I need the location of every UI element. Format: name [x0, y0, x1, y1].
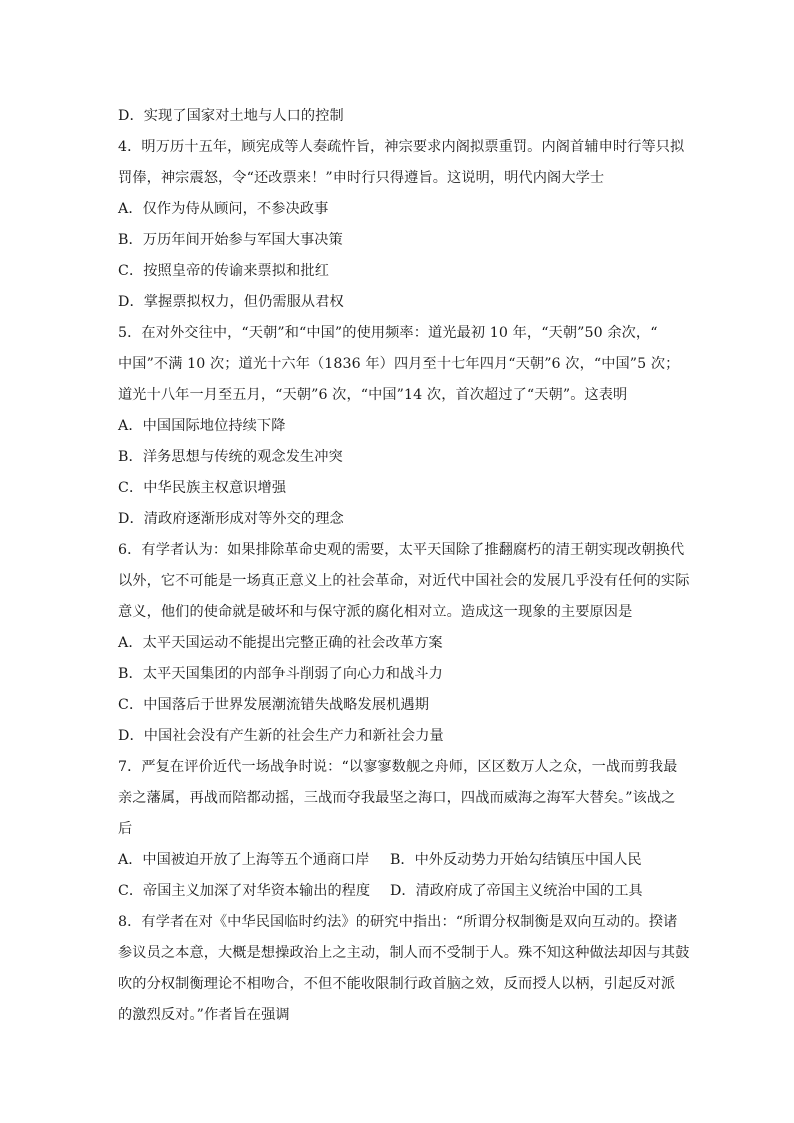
q6-option-b: B．太平天国集团的内部争斗削弱了向心力和战斗力	[118, 666, 443, 682]
q4-option-a: A．仅作为侍从顾问，不参决政事	[118, 201, 329, 217]
q5-stem-line: 5．在对外交往中，“天朝”和“中国”的使用频率：道光最初 10 年，“天朝”50 余次，“	[118, 325, 658, 341]
q8-stem-line: 吹的分权制衡理论不相吻合，不但不能收限制行政首脑之效，反而授人以柄，引起反对派	[118, 976, 676, 992]
q5-stem-line: 道光十八年一月至五月，“天朝”6 次，“中国”14 次，首次超过了“天朝”。这表明	[118, 387, 628, 403]
q4-option-d: D．掌握票拟权力，但仍需服从君权	[118, 294, 344, 310]
q5-option-b: B．洋务思想与传统的观念发生冲突	[118, 449, 343, 465]
q5-stem-line: 中国”不满 10 次；道光十六年（1836 年）四月至十七年四月“天朝”6 次，“中国”5 次；	[118, 356, 680, 372]
q7-options-row	[118, 845, 680, 876]
q7-option-b: B．中外反动势力开始勾结镇压中国人民	[390, 852, 642, 868]
q5-option-c: C．中华民族主权意识增强	[118, 480, 287, 496]
q7-options-row	[118, 876, 680, 907]
q7-option-c: C．帝国主义加深了对华资本输出的程度	[118, 883, 371, 899]
q7-stem-line: 后	[118, 821, 133, 837]
q5-option-a: A．中国国际地位持续下降	[118, 418, 286, 434]
question-6	[118, 535, 690, 752]
q6-stem-line: 以外，它不可能是一场真正意义上的社会革命，对近代中国社会的发展几乎没有任何的实际	[118, 573, 690, 589]
q8-stem-line: 的激烈反对。”作者旨在强调	[118, 1007, 290, 1023]
q5-option-d: D．清政府逐渐形成对等外交的理念	[118, 511, 344, 527]
q6-option-c: C．中国落后于世界发展潮流错失战略发展机遇期	[118, 697, 429, 713]
q4-stem-line: 罚俸，神宗震怒，令“还改票来！”申时行只得遵旨。这说明，明代内阁大学士	[118, 170, 605, 186]
q7-stem-line: 亲之藩属，再战而陪都动摇，三战而夺我最坚之海口，四战而威海之海军大替矣。”该战之	[118, 790, 676, 806]
q7-option-a: A．中国被迫开放了上海等五个通商口岸	[118, 852, 370, 868]
q4-option-b: B．万历年间开始参与军国大事决策	[118, 232, 343, 248]
q4-option-c: C．按照皇帝的传谕来票拟和批红	[118, 263, 329, 279]
q4-stem-line: 4．明万历十五年，顾宪成等人奏疏忤旨，神宗要求内阁拟票重罚。内阁首辅申时行等只拟	[118, 139, 685, 155]
question-7	[118, 752, 680, 907]
question-5	[118, 318, 680, 535]
q6-stem-line: 意义，他们的使命就是破坏和与保守派的腐化相对立。造成这一现象的主要原因是	[118, 604, 633, 620]
question-4	[118, 132, 685, 318]
exam-page	[118, 101, 690, 1031]
q6-stem-line: 6．有学者认为：如果排除革命史观的需要，太平天国除了推翻腐朽的清王朝实现改朝换代	[118, 542, 685, 558]
q7-stem-line: 7．严复在评价近代一场战争时说：“以寥寥数舰之舟师，区区数万人之众，一战而剪我最	[118, 759, 678, 775]
q7-option-d: D．清政府成了帝国主义统治中国的工具	[390, 883, 643, 899]
q8-stem-line: 参议员之本意，大概是想操政治上之主动，制人而不受制于人。殊不知这种做法却因与其鼓	[118, 945, 690, 961]
q8-stem-line: 8．有学者在对《中华民国临时约法》的研究中指出：“所谓分权制衡是双向互动的。揆诸	[118, 914, 678, 930]
question-8	[118, 907, 690, 1031]
q6-option-a: A．太平天国运动不能提出完整正确的社会改革方案	[118, 635, 443, 651]
q6-option-d: D．中国社会没有产生新的社会生产力和新社会力量	[118, 728, 444, 744]
q3-option-d: D．实现了国家对土地与人口的控制	[118, 108, 344, 124]
